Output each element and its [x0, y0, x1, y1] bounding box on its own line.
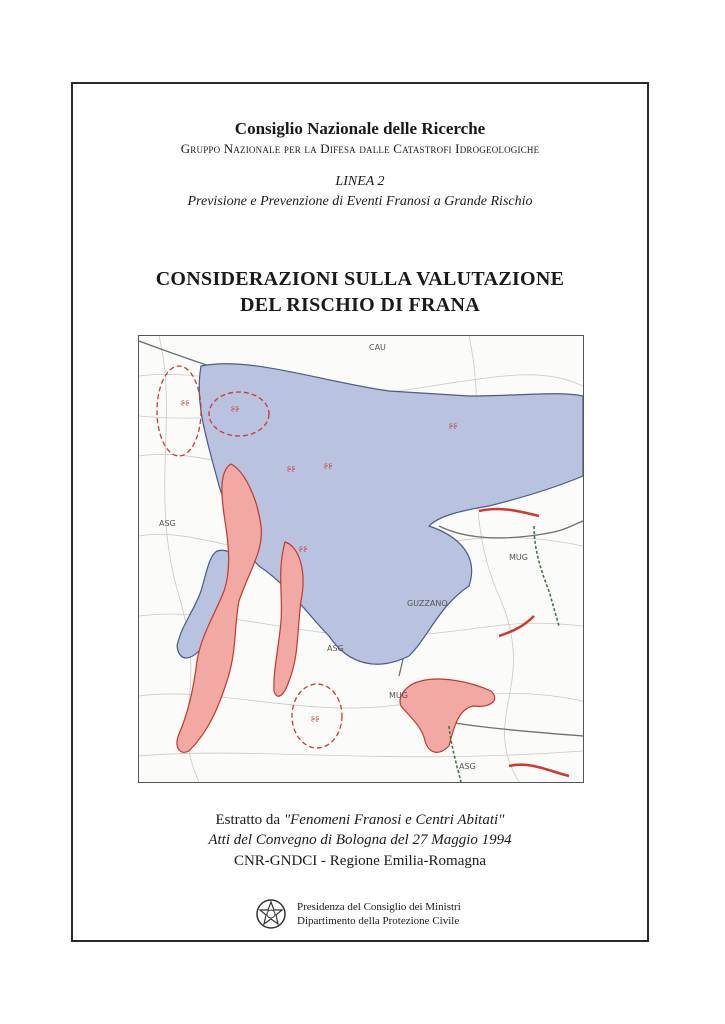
map-label-asg-left: ASG [159, 519, 176, 528]
extract-prefix: Estratto da [215, 812, 281, 828]
map-label-cau: CAU [369, 343, 386, 352]
organization-name: Consiglio Nazionale delle Ricerche [234, 119, 486, 138]
svg-text:ᶳᶳ: ᶳᶳ [231, 403, 240, 417]
document-title-line2: DEL RISCHIO DI FRANA [240, 294, 480, 316]
svg-text:ᶳᶳ: ᶳᶳ [311, 713, 320, 727]
svg-text:ᶳᶳ: ᶳᶳ [449, 420, 458, 434]
extract-proceedings: Atti del Convegno di Bologna del 27 Maggio 1994 [208, 832, 512, 848]
footer-line2: Dipartimento della Protezione Civile [297, 915, 460, 927]
group-name: Gruppo Nazionale per la Difesa dalle Catastrofi Idrogeologiche [180, 141, 540, 156]
extract-source [73, 812, 647, 829]
svg-text:ᶳᶳ: ᶳᶳ [299, 543, 308, 557]
svg-text:ᶳᶳ: ᶳᶳ [287, 463, 296, 477]
extract-publishers: CNR-GNDCI - Regione Emilia-Romagna [233, 853, 487, 869]
svg-text:ᶳᶳ: ᶳᶳ [324, 460, 333, 474]
extract-title: "Fenomeni Franosi e Centri Abitati" [283, 812, 505, 828]
footer-line1: Presidenza del Consiglio dei Ministri [297, 901, 461, 913]
document-title-line1: CONSIDERAZIONI SULLA VALUTAZIONE [155, 268, 565, 290]
map-label-guzzano: GUZZANO [407, 599, 448, 608]
research-line-subtitle: Previsione e Prevenzione di Eventi Franosi a Grande Rischio [187, 194, 533, 209]
map-label-asg-center: ASG [327, 644, 344, 653]
map-label-mug-bottom: MUG [389, 691, 408, 700]
cover-frame [71, 82, 649, 942]
svg-text:ᶳᶳ: ᶳᶳ [181, 397, 190, 411]
map-label-mug-right: MUG [509, 553, 528, 562]
civil-protection-logo-icon [255, 898, 287, 930]
landslide-risk-map [138, 335, 584, 783]
footer [255, 898, 461, 930]
map-label-asg-bottom: ASG [459, 762, 476, 771]
research-line: LINEA 2 [335, 174, 385, 189]
